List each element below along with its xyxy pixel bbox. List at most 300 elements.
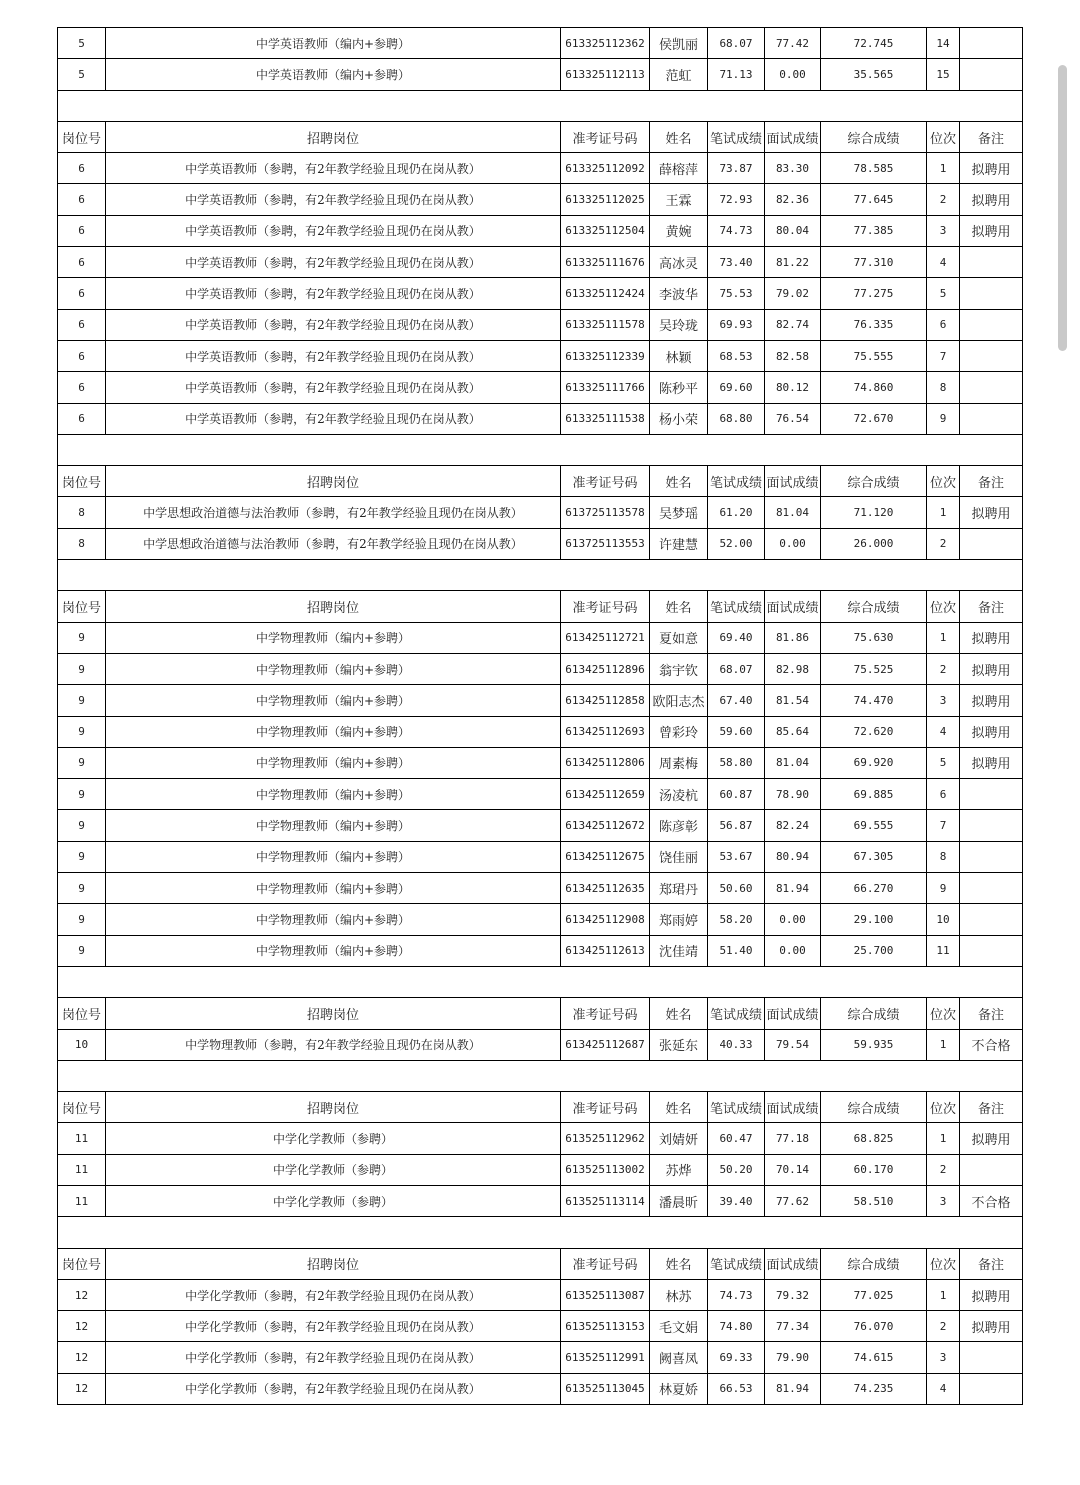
header-interview-score: 面试成绩 <box>765 466 821 497</box>
cell-total-score: 74.470 <box>821 685 927 716</box>
header-post-number: 岗位号 <box>58 1248 106 1279</box>
cell-post-number: 11 <box>58 1154 106 1185</box>
cell-name: 周素梅 <box>650 747 708 778</box>
cell-interview-score: 79.02 <box>765 278 821 309</box>
cell-interview-score: 70.14 <box>765 1154 821 1185</box>
header-post-number: 岗位号 <box>58 591 106 622</box>
cell-written-score: 50.20 <box>708 1154 765 1185</box>
cell-written-score: 58.80 <box>708 747 765 778</box>
cell-interview-score: 83.30 <box>765 153 821 184</box>
cell-total-score: 74.235 <box>821 1373 927 1404</box>
cell-post-number: 11 <box>58 1185 106 1216</box>
header-total-score: 综合成绩 <box>821 121 927 152</box>
cell-remark: 不合格 <box>960 1185 1023 1216</box>
cell-written-score: 69.93 <box>708 309 765 340</box>
cell-rank: 10 <box>927 904 960 935</box>
header-written-score: 笔试成绩 <box>708 591 765 622</box>
cell-position: 中学物理教师（编内+参聘） <box>106 716 561 747</box>
cell-position: 中学物理教师（编内+参聘） <box>106 873 561 904</box>
cell-exam-id: 613325112362 <box>561 28 650 59</box>
cell-remark: 拟聘用 <box>960 747 1023 778</box>
cell-interview-score: 81.94 <box>765 1373 821 1404</box>
cell-interview-score: 0.00 <box>765 935 821 966</box>
cell-interview-score: 77.42 <box>765 28 821 59</box>
cell-total-score: 78.585 <box>821 153 927 184</box>
table-row <box>58 278 1023 309</box>
table-row <box>58 528 1023 559</box>
cell-post-number: 9 <box>58 873 106 904</box>
cell-position: 中学化学教师（参聘，有2年教学经验且现仍在岗从教） <box>106 1279 561 1310</box>
cell-remark: 不合格 <box>960 1029 1023 1060</box>
cell-remark: 拟聘用 <box>960 653 1023 684</box>
table-row <box>58 810 1023 841</box>
cell-written-score: 73.40 <box>708 247 765 278</box>
cell-exam-id: 613325111578 <box>561 309 650 340</box>
cell-name: 沈佳靖 <box>650 935 708 966</box>
cell-total-score: 68.825 <box>821 1123 927 1154</box>
header-position: 招聘岗位 <box>106 1092 561 1123</box>
cell-written-score: 68.07 <box>708 28 765 59</box>
cell-post-number: 6 <box>58 247 106 278</box>
header-row <box>58 1092 1023 1123</box>
cell-written-score: 60.87 <box>708 779 765 810</box>
group-separator <box>58 434 1023 465</box>
cell-remark <box>960 1154 1023 1185</box>
cell-interview-score: 81.04 <box>765 747 821 778</box>
cell-total-score: 66.270 <box>821 873 927 904</box>
cell-rank: 5 <box>927 278 960 309</box>
cell-total-score: 71.120 <box>821 497 927 528</box>
header-exam-id: 准考证号码 <box>561 591 650 622</box>
cell-position: 中学英语教师（编内+参聘） <box>106 59 561 90</box>
cell-exam-id: 613325111766 <box>561 372 650 403</box>
cell-exam-id: 613325111538 <box>561 403 650 434</box>
cell-remark <box>960 810 1023 841</box>
cell-position: 中学物理教师（编内+参聘） <box>106 747 561 778</box>
cell-exam-id: 613325112092 <box>561 153 650 184</box>
header-interview-score: 面试成绩 <box>765 998 821 1029</box>
cell-written-score: 59.60 <box>708 716 765 747</box>
table-row <box>58 372 1023 403</box>
cell-exam-id: 613425112908 <box>561 904 650 935</box>
cell-post-number: 6 <box>58 153 106 184</box>
header-rank: 位次 <box>927 1092 960 1123</box>
cell-name: 饶佳丽 <box>650 841 708 872</box>
cell-post-number: 9 <box>58 841 106 872</box>
cell-written-score: 68.53 <box>708 340 765 371</box>
cell-remark <box>960 278 1023 309</box>
vertical-scrollbar[interactable] <box>1058 65 1067 351</box>
cell-exam-id: 613425112613 <box>561 935 650 966</box>
cell-post-number: 12 <box>58 1311 106 1342</box>
table-row <box>58 247 1023 278</box>
cell-written-score: 68.80 <box>708 403 765 434</box>
cell-remark <box>960 403 1023 434</box>
cell-name: 苏烨 <box>650 1154 708 1185</box>
cell-post-number: 9 <box>58 622 106 653</box>
cell-remark <box>960 59 1023 90</box>
cell-exam-id: 613525112991 <box>561 1342 650 1373</box>
table-row <box>58 340 1023 371</box>
cell-name: 吴梦瑶 <box>650 497 708 528</box>
cell-total-score: 35.565 <box>821 59 927 90</box>
cell-post-number: 6 <box>58 278 106 309</box>
header-rank: 位次 <box>927 1248 960 1279</box>
cell-interview-score: 79.54 <box>765 1029 821 1060</box>
cell-exam-id: 613525112962 <box>561 1123 650 1154</box>
cell-name: 杨小荣 <box>650 403 708 434</box>
cell-total-score: 72.620 <box>821 716 927 747</box>
separator-cell <box>58 1217 1023 1248</box>
cell-interview-score: 85.64 <box>765 716 821 747</box>
cell-rank: 4 <box>927 247 960 278</box>
cell-position: 中学物理教师（编内+参聘） <box>106 685 561 716</box>
cell-name: 欧阳志杰 <box>650 685 708 716</box>
table-row <box>58 1279 1023 1310</box>
cell-position: 中学英语教师（参聘，有2年教学经验且现仍在岗从教） <box>106 403 561 434</box>
cell-position: 中学化学教师（参聘，有2年教学经验且现仍在岗从教） <box>106 1311 561 1342</box>
cell-exam-id: 613525113002 <box>561 1154 650 1185</box>
cell-post-number: 5 <box>58 28 106 59</box>
cell-name: 翁宇钦 <box>650 653 708 684</box>
cell-remark <box>960 1342 1023 1373</box>
cell-total-score: 76.335 <box>821 309 927 340</box>
header-exam-id: 准考证号码 <box>561 998 650 1029</box>
cell-exam-id: 613325112424 <box>561 278 650 309</box>
cell-total-score: 77.645 <box>821 184 927 215</box>
group-separator <box>58 966 1023 997</box>
cell-position: 中学物理教师（编内+参聘） <box>106 935 561 966</box>
cell-rank: 2 <box>927 653 960 684</box>
cell-interview-score: 0.00 <box>765 59 821 90</box>
cell-total-score: 69.885 <box>821 779 927 810</box>
cell-total-score: 60.170 <box>821 1154 927 1185</box>
table-row <box>58 1029 1023 1060</box>
cell-rank: 1 <box>927 497 960 528</box>
cell-exam-id: 613725113553 <box>561 528 650 559</box>
cell-post-number: 9 <box>58 904 106 935</box>
header-total-score: 综合成绩 <box>821 591 927 622</box>
results-table <box>57 27 1023 1405</box>
table-row <box>58 403 1023 434</box>
cell-total-score: 72.670 <box>821 403 927 434</box>
cell-position: 中学物理教师（编内+参聘） <box>106 841 561 872</box>
cell-exam-id: 613525113114 <box>561 1185 650 1216</box>
header-name: 姓名 <box>650 121 708 152</box>
table-row <box>58 841 1023 872</box>
table-row <box>58 1373 1023 1404</box>
cell-name: 侯凯丽 <box>650 28 708 59</box>
cell-interview-score: 80.94 <box>765 841 821 872</box>
cell-name: 郑珺丹 <box>650 873 708 904</box>
cell-written-score: 69.33 <box>708 1342 765 1373</box>
cell-remark: 拟聘用 <box>960 685 1023 716</box>
cell-post-number: 6 <box>58 215 106 246</box>
cell-written-score: 73.87 <box>708 153 765 184</box>
table-row <box>58 935 1023 966</box>
cell-written-score: 68.07 <box>708 653 765 684</box>
cell-remark <box>960 247 1023 278</box>
cell-rank: 2 <box>927 528 960 559</box>
cell-post-number: 9 <box>58 779 106 810</box>
header-name: 姓名 <box>650 998 708 1029</box>
header-total-score: 综合成绩 <box>821 1248 927 1279</box>
cell-remark <box>960 309 1023 340</box>
cell-total-score: 77.385 <box>821 215 927 246</box>
cell-remark <box>960 935 1023 966</box>
cell-position: 中学英语教师（参聘，有2年教学经验且现仍在岗从教） <box>106 153 561 184</box>
cell-interview-score: 77.18 <box>765 1123 821 1154</box>
cell-position: 中学化学教师（参聘，有2年教学经验且现仍在岗从教） <box>106 1373 561 1404</box>
separator-cell <box>58 1060 1023 1091</box>
cell-post-number: 12 <box>58 1342 106 1373</box>
cell-post-number: 8 <box>58 497 106 528</box>
cell-exam-id: 613425112693 <box>561 716 650 747</box>
cell-post-number: 9 <box>58 810 106 841</box>
cell-written-score: 56.87 <box>708 810 765 841</box>
cell-name: 潘晨昕 <box>650 1185 708 1216</box>
cell-exam-id: 613425112659 <box>561 779 650 810</box>
cell-position: 中学物理教师（编内+参聘） <box>106 622 561 653</box>
cell-exam-id: 613425112687 <box>561 1029 650 1060</box>
cell-post-number: 11 <box>58 1123 106 1154</box>
cell-total-score: 77.025 <box>821 1279 927 1310</box>
header-total-score: 综合成绩 <box>821 466 927 497</box>
cell-remark: 拟聘用 <box>960 153 1023 184</box>
cell-total-score: 77.275 <box>821 278 927 309</box>
cell-total-score: 29.100 <box>821 904 927 935</box>
cell-rank: 1 <box>927 1029 960 1060</box>
cell-rank: 14 <box>927 28 960 59</box>
table-row <box>58 184 1023 215</box>
cell-post-number: 6 <box>58 372 106 403</box>
cell-exam-id: 613425112896 <box>561 653 650 684</box>
cell-remark <box>960 528 1023 559</box>
header-post-number: 岗位号 <box>58 466 106 497</box>
separator-cell <box>58 90 1023 121</box>
cell-name: 夏如意 <box>650 622 708 653</box>
cell-position: 中学物理教师（参聘，有2年教学经验且现仍在岗从教） <box>106 1029 561 1060</box>
header-name: 姓名 <box>650 591 708 622</box>
table-row <box>58 1185 1023 1216</box>
header-remark: 备注 <box>960 121 1023 152</box>
cell-written-score: 58.20 <box>708 904 765 935</box>
cell-total-score: 25.700 <box>821 935 927 966</box>
cell-exam-id: 613425112635 <box>561 873 650 904</box>
cell-written-score: 75.53 <box>708 278 765 309</box>
cell-name: 陈秒平 <box>650 372 708 403</box>
cell-written-score: 60.47 <box>708 1123 765 1154</box>
cell-remark: 拟聘用 <box>960 1279 1023 1310</box>
cell-name: 曾彩玲 <box>650 716 708 747</box>
cell-post-number: 10 <box>58 1029 106 1060</box>
cell-written-score: 74.73 <box>708 215 765 246</box>
cell-exam-id: 613425112858 <box>561 685 650 716</box>
header-interview-score: 面试成绩 <box>765 1248 821 1279</box>
cell-rank: 3 <box>927 1185 960 1216</box>
cell-interview-score: 80.04 <box>765 215 821 246</box>
group-separator <box>58 1217 1023 1248</box>
cell-rank: 1 <box>927 1279 960 1310</box>
table-row <box>58 716 1023 747</box>
cell-remark: 拟聘用 <box>960 622 1023 653</box>
cell-written-score: 61.20 <box>708 497 765 528</box>
header-written-score: 笔试成绩 <box>708 121 765 152</box>
header-written-score: 笔试成绩 <box>708 1248 765 1279</box>
table-row <box>58 1311 1023 1342</box>
cell-written-score: 72.93 <box>708 184 765 215</box>
cell-name: 薛榕萍 <box>650 153 708 184</box>
group-separator <box>58 90 1023 121</box>
cell-written-score: 51.40 <box>708 935 765 966</box>
cell-name: 王霖 <box>650 184 708 215</box>
cell-position: 中学英语教师（参聘，有2年教学经验且现仍在岗从教） <box>106 372 561 403</box>
table-row <box>58 1123 1023 1154</box>
table-row <box>58 309 1023 340</box>
cell-post-number: 9 <box>58 716 106 747</box>
header-rank: 位次 <box>927 466 960 497</box>
cell-exam-id: 613425112672 <box>561 810 650 841</box>
cell-name: 吴玲珑 <box>650 309 708 340</box>
cell-name: 高冰灵 <box>650 247 708 278</box>
cell-total-score: 76.070 <box>821 1311 927 1342</box>
cell-interview-score: 82.58 <box>765 340 821 371</box>
header-position: 招聘岗位 <box>106 998 561 1029</box>
cell-exam-id: 613525113153 <box>561 1311 650 1342</box>
cell-name: 张延东 <box>650 1029 708 1060</box>
cell-rank: 15 <box>927 59 960 90</box>
cell-remark: 拟聘用 <box>960 215 1023 246</box>
cell-position: 中学英语教师（参聘，有2年教学经验且现仍在岗从教） <box>106 184 561 215</box>
cell-name: 范虹 <box>650 59 708 90</box>
cell-total-score: 69.555 <box>821 810 927 841</box>
cell-name: 陈彦彰 <box>650 810 708 841</box>
cell-exam-id: 613425112721 <box>561 622 650 653</box>
cell-rank: 7 <box>927 340 960 371</box>
header-total-score: 综合成绩 <box>821 1092 927 1123</box>
cell-rank: 8 <box>927 372 960 403</box>
header-rank: 位次 <box>927 998 960 1029</box>
cell-rank: 3 <box>927 1342 960 1373</box>
cell-name: 刘婧妍 <box>650 1123 708 1154</box>
cell-interview-score: 82.74 <box>765 309 821 340</box>
header-name: 姓名 <box>650 466 708 497</box>
cell-name: 黄婉 <box>650 215 708 246</box>
cell-exam-id: 613725113578 <box>561 497 650 528</box>
cell-rank: 8 <box>927 841 960 872</box>
cell-position: 中学思想政治道德与法治教师（参聘，有2年教学经验且现仍在岗从教） <box>106 497 561 528</box>
cell-name: 许建慧 <box>650 528 708 559</box>
cell-interview-score: 77.62 <box>765 1185 821 1216</box>
separator-cell <box>58 966 1023 997</box>
header-exam-id: 准考证号码 <box>561 121 650 152</box>
table-row <box>58 685 1023 716</box>
cell-rank: 5 <box>927 747 960 778</box>
cell-written-score: 52.00 <box>708 528 765 559</box>
cell-remark <box>960 28 1023 59</box>
table-row <box>58 1342 1023 1373</box>
cell-interview-score: 79.32 <box>765 1279 821 1310</box>
table-row <box>58 873 1023 904</box>
cell-written-score: 40.33 <box>708 1029 765 1060</box>
cell-written-score: 69.40 <box>708 622 765 653</box>
cell-position: 中学物理教师（编内+参聘） <box>106 779 561 810</box>
header-remark: 备注 <box>960 998 1023 1029</box>
results-table-body <box>58 28 1023 1405</box>
cell-total-score: 77.310 <box>821 247 927 278</box>
header-post-number: 岗位号 <box>58 998 106 1029</box>
cell-exam-id: 613325112504 <box>561 215 650 246</box>
separator-cell <box>58 560 1023 591</box>
cell-remark <box>960 1373 1023 1404</box>
cell-total-score: 69.920 <box>821 747 927 778</box>
cell-rank: 11 <box>927 935 960 966</box>
cell-interview-score: 82.24 <box>765 810 821 841</box>
cell-total-score: 58.510 <box>821 1185 927 1216</box>
table-row <box>58 153 1023 184</box>
cell-total-score: 67.305 <box>821 841 927 872</box>
cell-rank: 4 <box>927 1373 960 1404</box>
cell-post-number: 9 <box>58 747 106 778</box>
header-row <box>58 466 1023 497</box>
cell-total-score: 75.630 <box>821 622 927 653</box>
cell-rank: 9 <box>927 873 960 904</box>
cell-position: 中学物理教师（编内+参聘） <box>106 904 561 935</box>
cell-position: 中学英语教师（参聘，有2年教学经验且现仍在岗从教） <box>106 309 561 340</box>
cell-post-number: 12 <box>58 1279 106 1310</box>
header-post-number: 岗位号 <box>58 1092 106 1123</box>
cell-exam-id: 613325112113 <box>561 59 650 90</box>
cell-total-score: 74.615 <box>821 1342 927 1373</box>
header-row <box>58 1248 1023 1279</box>
cell-interview-score: 81.94 <box>765 873 821 904</box>
cell-post-number: 5 <box>58 59 106 90</box>
table-row <box>58 904 1023 935</box>
cell-position: 中学化学教师（参聘） <box>106 1185 561 1216</box>
header-interview-score: 面试成绩 <box>765 591 821 622</box>
header-post-number: 岗位号 <box>58 121 106 152</box>
cell-rank: 2 <box>927 1311 960 1342</box>
cell-exam-id: 613325111676 <box>561 247 650 278</box>
cell-post-number: 9 <box>58 653 106 684</box>
cell-remark <box>960 340 1023 371</box>
cell-interview-score: 78.90 <box>765 779 821 810</box>
header-position: 招聘岗位 <box>106 1248 561 1279</box>
cell-post-number: 8 <box>58 528 106 559</box>
group-separator <box>58 1060 1023 1091</box>
cell-position: 中学化学教师（参聘） <box>106 1123 561 1154</box>
cell-interview-score: 81.54 <box>765 685 821 716</box>
cell-remark: 拟聘用 <box>960 184 1023 215</box>
cell-rank: 1 <box>927 153 960 184</box>
cell-post-number: 12 <box>58 1373 106 1404</box>
header-position: 招聘岗位 <box>106 591 561 622</box>
cell-interview-score: 82.36 <box>765 184 821 215</box>
cell-written-score: 74.80 <box>708 1311 765 1342</box>
cell-rank: 9 <box>927 403 960 434</box>
cell-written-score: 39.40 <box>708 1185 765 1216</box>
cell-remark: 拟聘用 <box>960 1123 1023 1154</box>
cell-remark <box>960 904 1023 935</box>
cell-interview-score: 0.00 <box>765 904 821 935</box>
cell-name: 李波华 <box>650 278 708 309</box>
cell-rank: 6 <box>927 779 960 810</box>
cell-position: 中学化学教师（参聘） <box>106 1154 561 1185</box>
header-remark: 备注 <box>960 1248 1023 1279</box>
cell-position: 中学物理教师（编内+参聘） <box>106 653 561 684</box>
table-row <box>58 28 1023 59</box>
cell-written-score: 69.60 <box>708 372 765 403</box>
